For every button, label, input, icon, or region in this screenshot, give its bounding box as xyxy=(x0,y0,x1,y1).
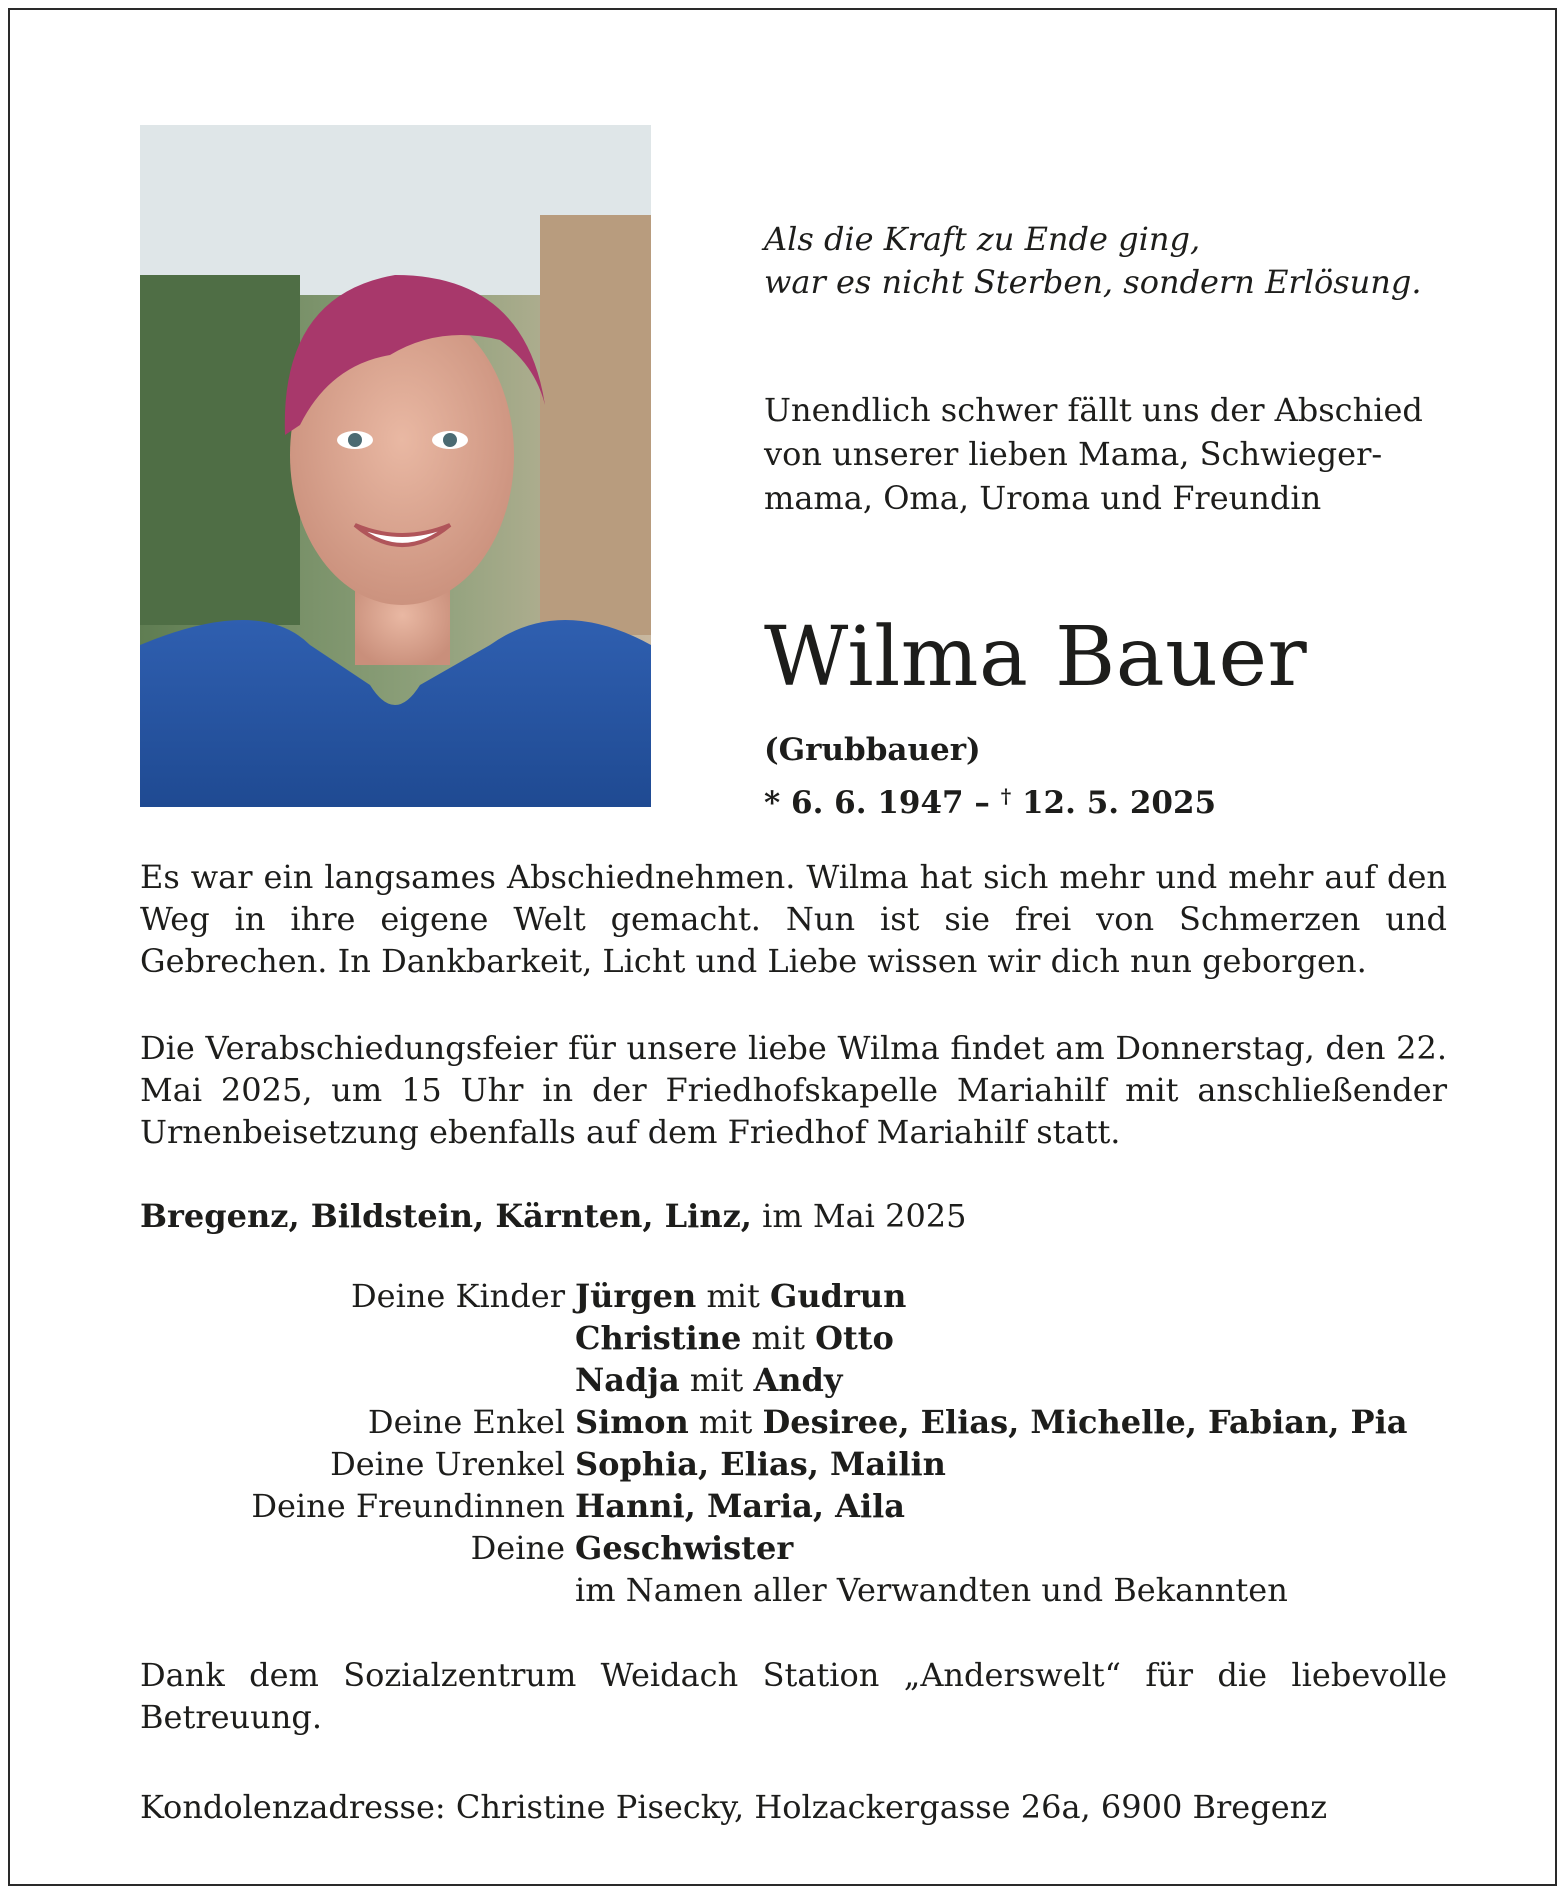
family-names xyxy=(575,1569,1288,1611)
family-names xyxy=(575,1443,946,1485)
family-row xyxy=(140,1275,1460,1317)
birth-date: 6. 6. 1947 xyxy=(791,785,964,821)
family-relation: Deine Kinder xyxy=(350,1277,565,1315)
family-names xyxy=(575,1359,843,1401)
family-row xyxy=(140,1443,1460,1485)
thanks-paragraph: Dank dem Sozialzentrum Weidach Station „Anderswelt“ für die liebevolle Betreuung. xyxy=(140,1656,1447,1736)
family-names xyxy=(575,1527,793,1569)
family-name: Geschwister xyxy=(575,1529,794,1567)
family-name: Christine xyxy=(575,1319,742,1357)
family-name: Sophia, Elias, Mailin xyxy=(575,1445,946,1483)
family-connector: im Namen aller Verwandten und Bekannten xyxy=(575,1571,1288,1609)
date-separator: – xyxy=(974,785,990,821)
family-connector: mit xyxy=(688,1403,763,1441)
family-name: Simon xyxy=(575,1403,689,1441)
family-list xyxy=(140,1275,1460,1611)
family-row xyxy=(140,1401,1460,1443)
portrait-photo xyxy=(140,125,651,807)
family-names xyxy=(575,1401,1408,1443)
places-line xyxy=(140,1195,967,1237)
maiden-name: (Grubbauer) xyxy=(764,732,981,768)
condolence-address: Kondolenzadresse: Christine Pisecky, Holzackergasse 26a, 6900 Bregenz xyxy=(140,1788,1328,1826)
family-row xyxy=(140,1527,1460,1569)
family-row xyxy=(140,1569,1460,1611)
family-names xyxy=(575,1485,905,1527)
deceased-name: Wilma Bauer xyxy=(764,610,1308,705)
family-name: Jürgen xyxy=(575,1277,697,1315)
life-dates xyxy=(764,774,1216,825)
family-relation xyxy=(140,1317,575,1359)
birth-symbol: * xyxy=(764,785,781,821)
death-date: 12. 5. 2025 xyxy=(1021,785,1217,821)
family-relation xyxy=(140,1569,575,1611)
family-name: Gudrun xyxy=(770,1277,907,1315)
family-connector: mit xyxy=(696,1277,771,1315)
family-relation: Deine Enkel xyxy=(367,1403,565,1441)
memorial-quote: Als die Kraft zu Ende ging, war es nicht Sterben, sondern Erlösung. xyxy=(764,220,1422,301)
family-row xyxy=(140,1359,1460,1401)
family-row xyxy=(140,1317,1460,1359)
places-locations: Bregenz, Bildstein, Kärnten, Linz, xyxy=(140,1197,752,1235)
family-relation: Deine xyxy=(470,1529,565,1567)
family-connector: mit xyxy=(741,1319,816,1357)
family-row xyxy=(140,1485,1460,1527)
family-name: Nadja xyxy=(575,1361,680,1399)
intro-text: Unendlich schwer fällt uns der Abschied von unserer lieben Mama, Schwieger- mama, Oma, Uroma und Freundin xyxy=(764,391,1423,517)
death-symbol: † xyxy=(1000,784,1012,808)
family-names xyxy=(575,1317,894,1359)
family-connector: mit xyxy=(679,1361,754,1399)
family-name: Otto xyxy=(815,1319,894,1357)
ceremony-paragraph: Die Verabschiedungsfeier für unsere liebe Wilma findet am Donnerstag, den 22. Mai 2025, um 15 Uhr in der Friedhofskapelle Mariahilf mit anschließender Urnenbeisetzung ebenfalls auf dem Friedhof Mariahilf statt. xyxy=(140,1029,1447,1151)
family-relation: Deine Urenkel xyxy=(330,1445,565,1483)
family-relation xyxy=(140,1359,575,1401)
family-name: Hanni, Maria, Aila xyxy=(575,1487,905,1525)
obituary-card xyxy=(8,8,1557,1886)
family-name: Desiree, Elias, Michelle, Fabian, Pia xyxy=(762,1403,1408,1441)
family-relation: Deine Freundinnen xyxy=(251,1487,565,1525)
family-names xyxy=(575,1275,906,1317)
farewell-paragraph: Es war ein langsames Abschiednehmen. Wilma hat sich mehr und mehr auf den Weg in ihre eigene Welt gemacht. Nun ist sie frei von Schmerzen und Gebrechen. In Dankbarkeit, Licht und Liebe wissen wir dich nun geborgen. xyxy=(140,858,1447,980)
places-date: im Mai 2025 xyxy=(762,1197,967,1235)
family-name: Andy xyxy=(753,1361,843,1399)
